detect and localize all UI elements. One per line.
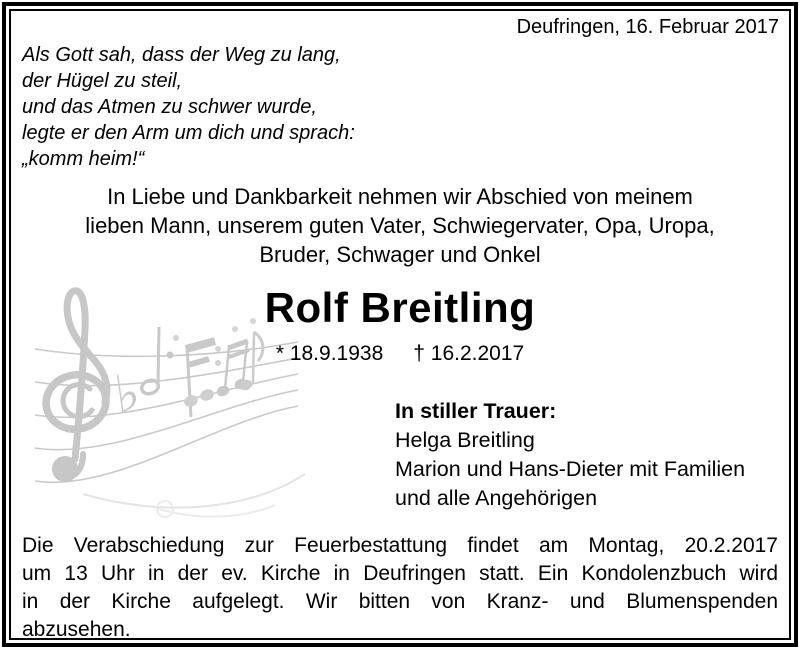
mourner-line: und alle Angehörigen [395, 486, 598, 510]
life-dates [11, 342, 789, 366]
funeral-line: in der Kirche aufgelegt. Wir bitten von Kranz- und Blumenspenden [22, 590, 778, 613]
mourner-line: Helga Breitling [395, 428, 535, 452]
note-icons [111, 318, 263, 426]
verse-line: legte er den Arm um dich und sprach: [22, 122, 355, 144]
inner-border [9, 9, 791, 640]
funeral-line: um 13 Uhr in der ev. Kirche in Deufringen statt. Ein Kondolenzbuch wird [22, 562, 778, 585]
intro-line: In Liebe und Dankbarkeit nehmen wir Abschied von meinem [107, 184, 693, 209]
opening-verse [22, 42, 355, 172]
mourners-block [395, 397, 745, 513]
funeral-paragraph [22, 532, 778, 640]
funeral-line: abzusehen. [22, 618, 131, 640]
mourners-heading: In stiller Trauer: [395, 399, 557, 423]
birth-date: * 18.9.1938 [275, 342, 384, 365]
dateline: Deufringen, 16. Februar 2017 [516, 16, 779, 38]
verse-line: der Hügel zu steil, [22, 70, 183, 92]
intro-line: lieben Mann, unserem guten Vater, Schwiegervater, Opa, Uropa, [85, 213, 715, 238]
outer-border [2, 2, 798, 647]
faint-flourishes [83, 474, 305, 517]
mourner-line: Marion und Hans-Dieter mit Familien [395, 457, 746, 481]
funeral-line: Die Verabschiedung zur Feuerbestattung findet am Montag, 20.2.2017 [22, 534, 778, 557]
flat-sign-icon: ♭ [111, 362, 144, 426]
intro-paragraph [11, 182, 789, 269]
verse-line: und das Atmen zu schwer wurde, [22, 96, 317, 118]
verse-line: Als Gott sah, dass der Weg zu lang, [22, 44, 341, 66]
death-date: † 16.2.2017 [413, 342, 525, 365]
deceased-name: Rolf Breitling [264, 284, 536, 331]
intro-line: Bruder, Schwager und Onkel [259, 242, 541, 267]
verse-line: „komm heim!“ [22, 148, 145, 170]
